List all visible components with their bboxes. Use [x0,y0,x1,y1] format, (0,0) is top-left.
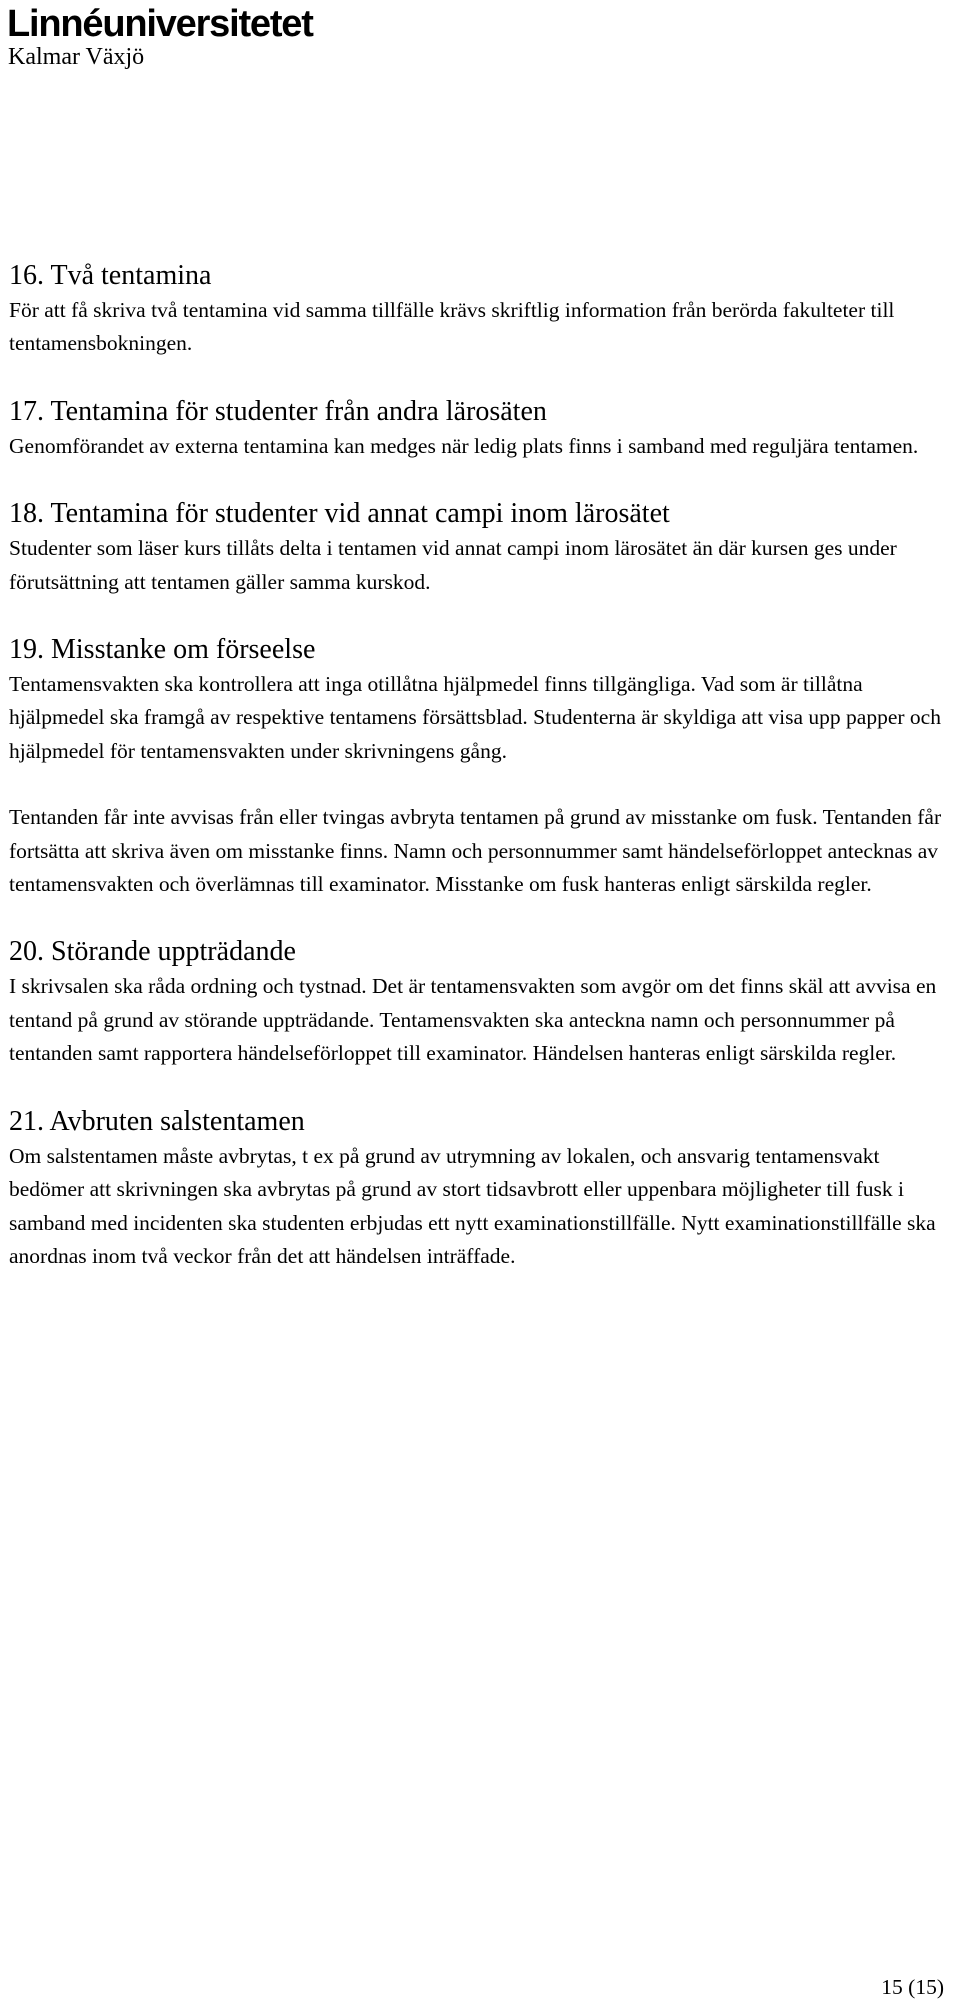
section-paragraph: Tentanden får inte avvisas från eller tvingas avbryta tentamen på grund av misstanke om fusk. Tentanden får fortsätta att skriva även om misstanke finns. Namn och personnummer samt händelseförloppet antecknas av tentamensvakten och överlämnas till examinator. Misstanke om fusk hanteras enligt särskilda regler. [9,805,942,897]
logo-subtitle: Kalmar Växjö [8,44,145,70]
section-paragraph: Studenter som läser kurs tillåts delta i tentamen vid annat campi inom lärosätet än där kursen ges under förutsättning att tentamen gäller samma kurskod. [9,536,897,594]
page-number: 15 (15) [881,1975,944,1999]
section-paragraph: För att få skriva två tentamina vid samma tillfälle krävs skriftlig information från berörda fakulteter till tentamensbokningen. [9,298,895,356]
section-paragraph: I skrivsalen ska råda ordning och tystnad. Det är tentamensvakten som avgör om det finns skäl att avvisa en tentand på grund av störande uppträdande. Tentamensvakten ska anteckna namn och personnummer på tentanden samt rapportera händelseförloppet till examinator. Händelsen hanteras enligt särskilda regler. [9,974,937,1066]
document-body [9,258,949,1273]
section-19 [9,632,949,901]
section-heading: 21. Avbruten salstentamen [9,1105,305,1137]
section-paragraph: Om salstentamen måste avbrytas, t ex på grund av utrymning av lokalen, och ansvarig tentamensvakt bedömer att skrivningen ska avbrytas på grund av stort tidsavbrott eller uppenbara möjligheter till fusk i samband med incidenten ska studenten erbjudas ett nytt examinationstillfälle. Nytt examinationstillfälle ska anordnas inom två veckor från det att händelsen inträffade. [9,1143,936,1268]
section-17 [9,394,949,463]
logo-name: Linnéuniversitetet [7,3,313,45]
section-heading: 18. Tentamina för studenter vid annat campi inom lärosätet [9,498,670,530]
section-heading: 16. Två tentamina [9,260,212,291]
section-20 [9,934,949,1070]
university-logo [7,2,313,70]
section-heading: 19. Misstanke om förseelse [9,634,316,666]
section-16 [9,258,949,361]
section-21 [9,1104,949,1274]
section-paragraph: Tentamensvakten ska kontrollera att inga otillåtna hjälpmedel finns tillgängliga. Vad som är tillåtna hjälpmedel ska framgå av respektive tentamens försättsblad. Studenterna är skyldiga att visa upp papper och hjälpmedel för tentamensvakten under skrivningens gång. [9,672,941,763]
section-heading: 20. Störande uppträdande [9,936,296,968]
section-paragraph: Genomförandet av externa tentamina kan medges när ledig plats finns i samband med reguljära tentamen. [9,433,919,458]
section-18 [9,496,949,599]
section-heading: 17. Tentamina för studenter från andra lärosäten [9,395,547,427]
